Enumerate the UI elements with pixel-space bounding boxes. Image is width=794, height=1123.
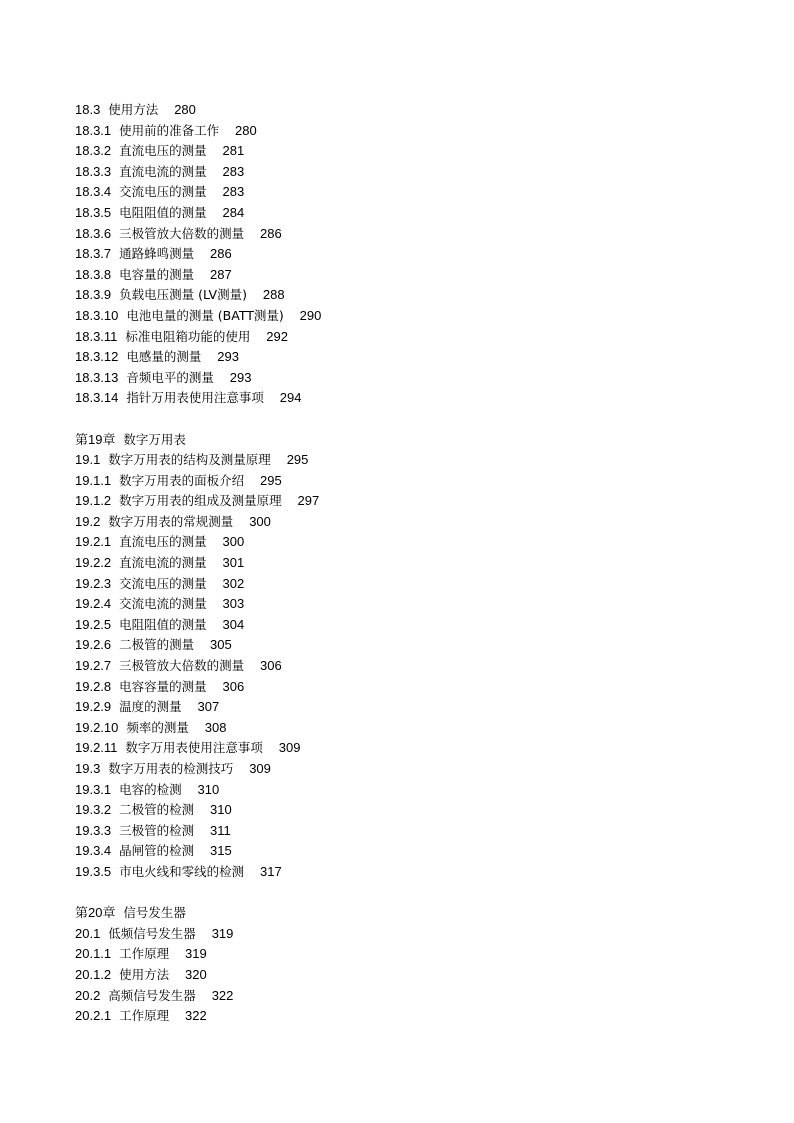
toc-page-number: 306 bbox=[222, 678, 245, 694]
toc-page-number: 302 bbox=[222, 575, 245, 591]
toc-section-number: 19.2.7 bbox=[75, 658, 112, 674]
toc-page-number: 300 bbox=[222, 534, 245, 550]
toc-page-number: 305 bbox=[210, 637, 232, 653]
toc-section-title: 数字万用表的检测技巧 bbox=[108, 761, 234, 776]
toc-entry bbox=[75, 450, 755, 471]
toc-entry bbox=[75, 1006, 755, 1027]
toc-entry bbox=[75, 656, 755, 677]
toc-section-title: 市电火线和零线的检测 bbox=[119, 863, 245, 879]
toc-section-title: 使用方法 bbox=[119, 966, 170, 982]
toc-entry bbox=[75, 244, 755, 265]
toc-entry bbox=[75, 265, 755, 286]
toc-section-title: 指针万用表使用注意事项 bbox=[126, 390, 264, 406]
toc-page-number: 295 bbox=[286, 452, 309, 468]
toc-section-title: 温度的测量 bbox=[119, 699, 182, 715]
toc-section-title: 数字万用表的组成及测量原理 bbox=[119, 493, 282, 509]
toc-entry bbox=[75, 347, 755, 368]
toc-section-number: 19.2.6 bbox=[75, 637, 112, 653]
toc-page-number: 311 bbox=[210, 822, 231, 838]
toc-section-number: 19.2.3 bbox=[75, 575, 112, 591]
toc-section-title: 直流电流的测量 bbox=[119, 555, 207, 571]
toc-page-number: 295 bbox=[260, 472, 282, 488]
toc-section-title: 频率的测量 bbox=[126, 719, 189, 735]
toc-page-number: 292 bbox=[266, 328, 288, 344]
toc-entry bbox=[75, 512, 755, 533]
toc-entry bbox=[75, 285, 755, 306]
toc-page-number: 288 bbox=[262, 287, 285, 303]
toc-page-number: 280 bbox=[174, 102, 196, 117]
toc-section-number: 18.3 bbox=[75, 102, 101, 117]
toc-section-number: 19.3.3 bbox=[75, 822, 112, 838]
toc-entry bbox=[75, 574, 755, 595]
toc-page-number: 286 bbox=[260, 225, 282, 241]
toc-section-number: 19.2.5 bbox=[75, 616, 112, 632]
toc-entry bbox=[75, 141, 755, 162]
toc-page-number: 283 bbox=[222, 163, 245, 179]
toc-section-number: 19.3 bbox=[75, 761, 101, 776]
toc-entry bbox=[75, 821, 755, 842]
toc-section-title: 交流电压的测量 bbox=[119, 575, 207, 591]
toc-entry bbox=[75, 615, 755, 636]
toc-entry bbox=[75, 471, 755, 492]
toc-page-number: 317 bbox=[260, 863, 282, 879]
toc-section-number: 18.3.13 bbox=[75, 369, 119, 385]
toc-entry bbox=[75, 162, 755, 183]
toc-page-number: 304 bbox=[222, 616, 245, 632]
toc-entry bbox=[75, 759, 755, 780]
toc-section-title: 三极管放大倍数的测量 bbox=[119, 658, 245, 674]
toc-section-number: 19.2.2 bbox=[75, 555, 112, 571]
toc-section-number: 18.3.8 bbox=[75, 266, 112, 282]
toc-section-number: 20.2.1 bbox=[75, 1008, 112, 1024]
toc-page-number: 319 bbox=[185, 946, 207, 962]
toc-section-title: 高频信号发生器 bbox=[108, 987, 196, 1003]
toc-section-title: 交流电流的测量 bbox=[119, 596, 207, 612]
toc-section-title: 标准电阻箱功能的使用 bbox=[125, 328, 251, 344]
toc-page-number: 308 bbox=[204, 719, 227, 735]
toc-page-number: 320 bbox=[185, 966, 207, 982]
toc-entry bbox=[75, 388, 755, 409]
toc-section-number: 18.3.14 bbox=[75, 390, 119, 406]
toc-section-number: 19.2.9 bbox=[75, 699, 112, 715]
toc-section-number: 18.3.10 bbox=[75, 307, 119, 323]
table-of-contents bbox=[75, 100, 755, 1027]
toc-entry bbox=[75, 553, 755, 574]
toc-section-title: 电容量的测量 bbox=[119, 266, 195, 282]
toc-section-title: 三极管放大倍数的测量 bbox=[119, 225, 245, 241]
toc-section-number: 18.3.9 bbox=[75, 287, 112, 303]
toc-section-title: 电容容量的测量 bbox=[119, 678, 207, 694]
toc-section-number: 18.3.6 bbox=[75, 225, 112, 241]
toc-chapter-heading bbox=[75, 430, 755, 451]
toc-entry bbox=[75, 491, 755, 512]
toc-section-number: 18.3.7 bbox=[75, 246, 112, 262]
section-gap bbox=[75, 409, 755, 430]
toc-entry bbox=[75, 738, 755, 759]
toc-entry bbox=[75, 841, 755, 862]
toc-page-number: 303 bbox=[222, 596, 245, 612]
toc-section-number: 19.2 bbox=[75, 513, 101, 529]
toc-section-number: 19.3.5 bbox=[75, 863, 112, 879]
toc-entry bbox=[75, 100, 755, 121]
toc-entry bbox=[75, 532, 755, 553]
toc-page-number: 284 bbox=[222, 204, 245, 220]
toc-page-number: 309 bbox=[249, 761, 271, 776]
toc-entry bbox=[75, 718, 755, 739]
toc-section-number: 第19章 bbox=[75, 431, 116, 447]
toc-page-number: 315 bbox=[210, 843, 232, 859]
toc-page-number: 283 bbox=[222, 184, 245, 200]
toc-section-title: 直流电压的测量 bbox=[119, 143, 207, 159]
toc-section-title: 音频电平的测量 bbox=[126, 369, 214, 385]
toc-section-title: 直流电压的测量 bbox=[119, 534, 207, 550]
toc-section-number: 20.1.2 bbox=[75, 966, 112, 982]
toc-section-title: 交流电压的测量 bbox=[119, 184, 207, 200]
toc-section-number: 19.2.10 bbox=[75, 719, 119, 735]
toc-section-number: 19.2.1 bbox=[75, 534, 112, 550]
toc-section-number: 19.3.1 bbox=[75, 781, 112, 797]
toc-section-number: 18.3.12 bbox=[75, 349, 119, 365]
toc-entry bbox=[75, 224, 755, 245]
toc-section-title: 电阻阻值的测量 bbox=[119, 204, 207, 220]
toc-entry bbox=[75, 800, 755, 821]
toc-section-title: 工作原理 bbox=[119, 946, 170, 962]
toc-entry bbox=[75, 121, 755, 142]
toc-section-title: 数字万用表 bbox=[123, 431, 186, 447]
toc-section-number: 18.3.4 bbox=[75, 184, 112, 200]
toc-section-title: 电池电量的测量 (BATT测量) bbox=[126, 307, 284, 323]
toc-page-number: 307 bbox=[197, 699, 220, 715]
toc-entry bbox=[75, 986, 755, 1007]
toc-section-title: 工作原理 bbox=[119, 1008, 170, 1024]
toc-entry bbox=[75, 780, 755, 801]
toc-page-number: 293 bbox=[217, 349, 239, 365]
toc-section-number: 20.2 bbox=[75, 987, 101, 1003]
toc-page-number: 306 bbox=[260, 658, 282, 674]
toc-page-number: 322 bbox=[185, 1008, 207, 1024]
toc-page-number: 286 bbox=[210, 246, 232, 262]
toc-section-title: 二极管的测量 bbox=[119, 637, 195, 653]
toc-section-number: 19.3.4 bbox=[75, 843, 112, 859]
toc-section-number: 18.3.1 bbox=[75, 122, 112, 138]
toc-section-title: 电感量的测量 bbox=[126, 349, 202, 365]
toc-section-title: 低频信号发生器 bbox=[108, 925, 196, 941]
toc-page-number: 290 bbox=[299, 307, 322, 323]
toc-section-title: 数字万用表的面板介绍 bbox=[119, 472, 245, 488]
toc-entry bbox=[75, 677, 755, 698]
toc-section-title: 直流电流的测量 bbox=[119, 163, 207, 179]
toc-section-number: 18.3.2 bbox=[75, 143, 112, 159]
toc-entry bbox=[75, 697, 755, 718]
toc-page-number: 322 bbox=[211, 987, 234, 1003]
toc-entry bbox=[75, 944, 755, 965]
toc-page-number: 281 bbox=[222, 143, 245, 159]
toc-entry bbox=[75, 635, 755, 656]
toc-entry bbox=[75, 182, 755, 203]
toc-section-number: 19.1.1 bbox=[75, 472, 112, 488]
toc-entry bbox=[75, 306, 755, 327]
toc-section-number: 18.3.11 bbox=[75, 328, 118, 344]
toc-section-number: 18.3.5 bbox=[75, 204, 112, 220]
toc-page-number: 319 bbox=[211, 925, 234, 941]
toc-section-number: 18.3.3 bbox=[75, 163, 112, 179]
toc-page-number: 310 bbox=[210, 802, 232, 818]
toc-section-title: 数字万用表的结构及测量原理 bbox=[108, 452, 271, 468]
toc-section-title: 使用方法 bbox=[108, 102, 159, 117]
toc-page-number: 293 bbox=[229, 369, 252, 385]
toc-section-number: 19.2.11 bbox=[75, 740, 118, 756]
toc-chapter-heading bbox=[75, 903, 755, 924]
toc-section-title: 数字万用表使用注意事项 bbox=[125, 740, 263, 756]
toc-section-title: 数字万用表的常规测量 bbox=[108, 513, 234, 529]
toc-section-number: 第20章 bbox=[75, 905, 116, 921]
toc-entry bbox=[75, 203, 755, 224]
toc-page-number: 297 bbox=[297, 493, 320, 509]
toc-entry bbox=[75, 965, 755, 986]
toc-page-number: 309 bbox=[278, 740, 301, 756]
toc-section-title: 使用前的准备工作 bbox=[119, 122, 220, 138]
toc-section-number: 19.1.2 bbox=[75, 493, 112, 509]
toc-section-title: 电容的检测 bbox=[119, 781, 182, 797]
section-gap bbox=[75, 883, 755, 904]
toc-section-number: 19.3.2 bbox=[75, 802, 112, 818]
toc-entry bbox=[75, 368, 755, 389]
toc-entry bbox=[75, 924, 755, 945]
toc-section-title: 信号发生器 bbox=[123, 905, 186, 921]
toc-section-number: 20.1.1 bbox=[75, 946, 112, 962]
toc-page-number: 280 bbox=[235, 122, 257, 138]
toc-page-number: 300 bbox=[249, 513, 271, 529]
toc-page-number: 301 bbox=[222, 555, 245, 571]
toc-section-number: 19.1 bbox=[75, 452, 101, 468]
toc-section-number: 20.1 bbox=[75, 925, 101, 941]
toc-section-number: 19.2.8 bbox=[75, 678, 112, 694]
toc-section-title: 通路蜂鸣测量 bbox=[119, 246, 195, 262]
toc-section-title: 晶闸管的检测 bbox=[119, 843, 195, 859]
toc-section-number: 19.2.4 bbox=[75, 596, 112, 612]
toc-page-number: 287 bbox=[210, 266, 232, 282]
toc-section-title: 电阻阻值的测量 bbox=[119, 616, 207, 632]
toc-entry bbox=[75, 862, 755, 883]
toc-page-number: 310 bbox=[197, 781, 220, 797]
toc-section-title: 负载电压测量 (LV测量) bbox=[119, 287, 247, 303]
toc-section-title: 三极管的检测 bbox=[119, 822, 195, 838]
toc-entry bbox=[75, 327, 755, 348]
toc-section-title: 二极管的检测 bbox=[119, 802, 195, 818]
toc-page-number: 294 bbox=[279, 390, 302, 406]
toc-entry bbox=[75, 594, 755, 615]
